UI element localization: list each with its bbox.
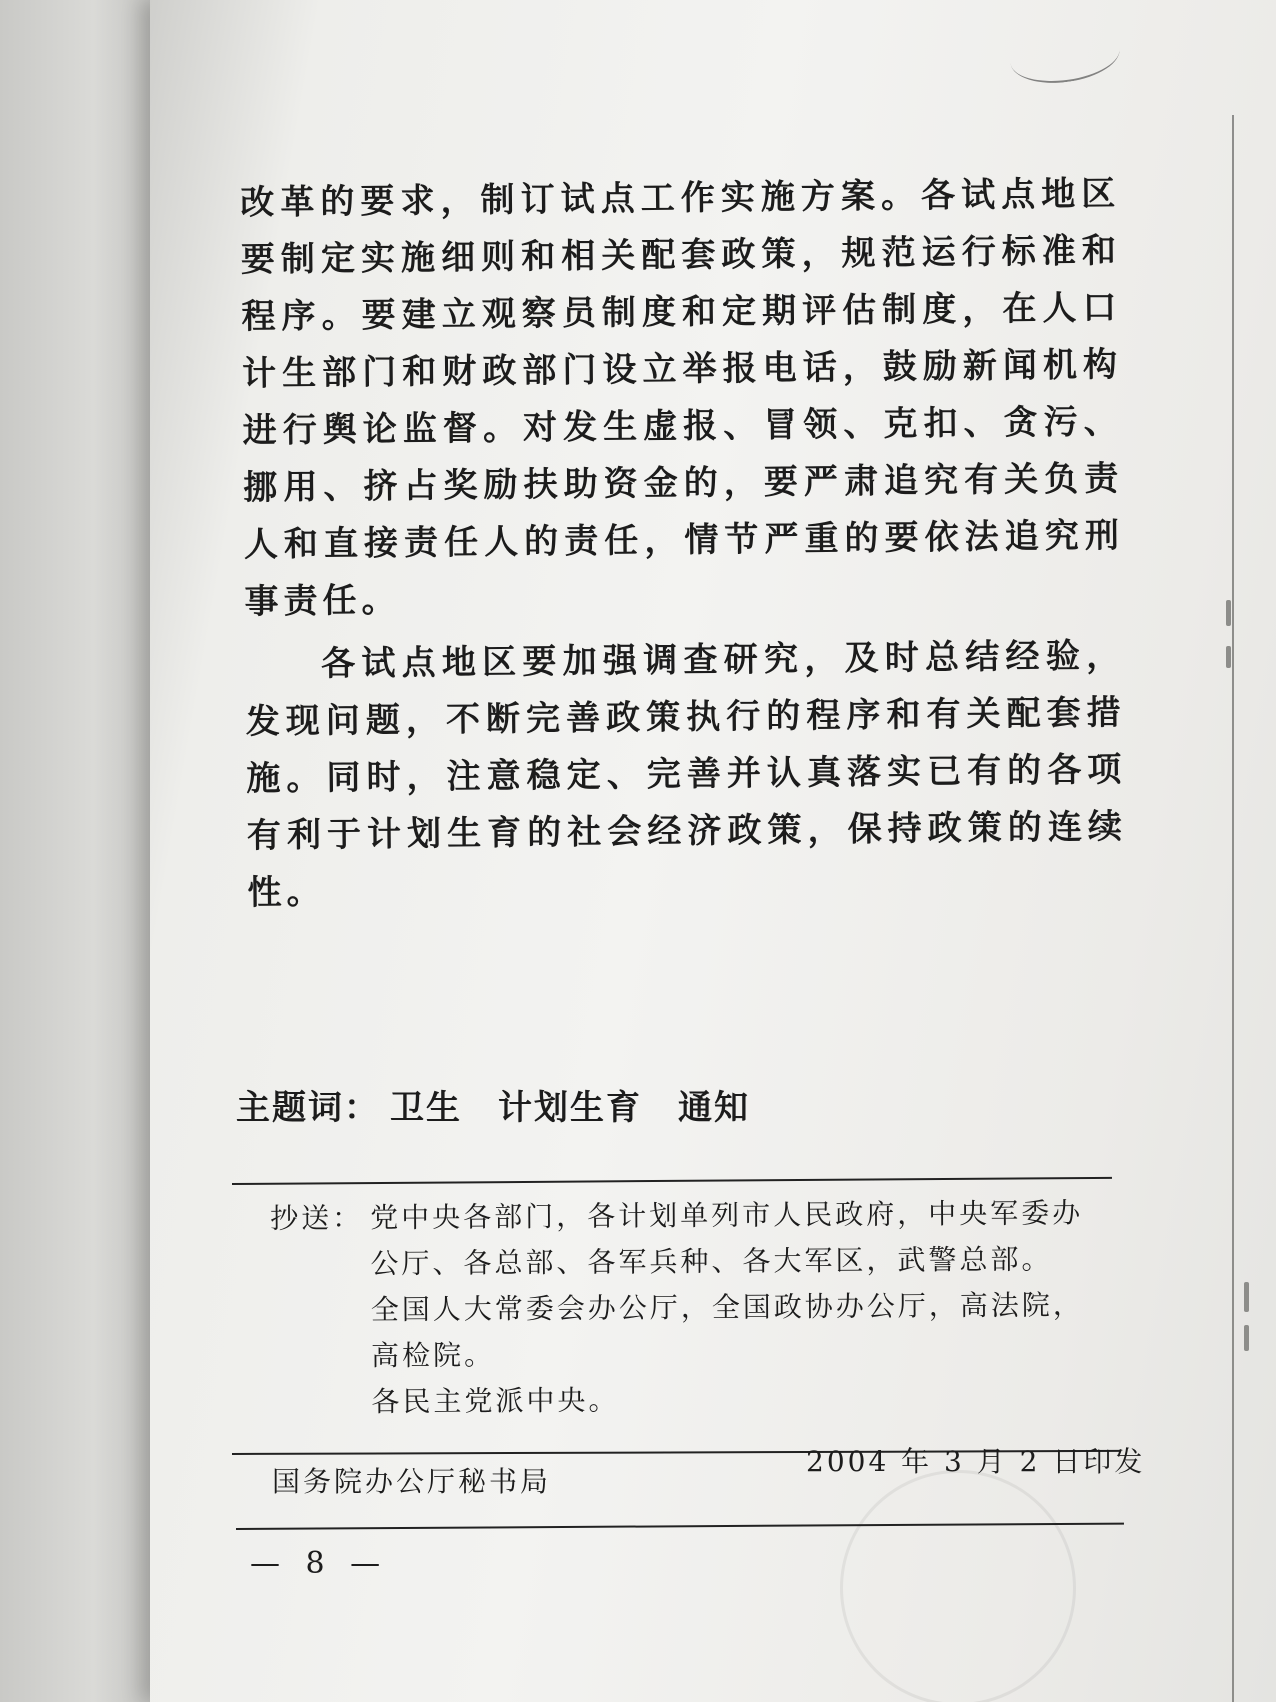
faint-seal-imprint xyxy=(840,1470,1076,1702)
cc-line: 公厅、各总部、各军兵种、各大军区，武警总部。 xyxy=(370,1242,1053,1281)
cc-line: 党中央各部门，各计划单列市人民政府，中央军委办 xyxy=(370,1196,1084,1235)
keyword-item: 通知 xyxy=(678,1088,750,1128)
keyword-item: 卫生 xyxy=(390,1088,462,1128)
binder-clip-mark xyxy=(1244,1325,1249,1351)
keyword-item: 计划生育 xyxy=(498,1088,642,1128)
keywords-label: 主题词： xyxy=(236,1088,380,1128)
body-paragraph-1: 改革的要求，制订试点工作实施方案。各试点地区要制定实施细则和相关配套政策，规范运行标准和程序。要建立观察员制度和定期评估制度，在人口计生部门和财政部门设立举报电话，鼓励新闻机构进行舆论监督。对发生虚报、冒领、克扣、贪污、挪用、挤占奖励扶助资金的，要严肃追究有关负责人和直接责任人的责任，情节严重的要依法追究刑事责任。 xyxy=(240,173,1125,622)
body-text xyxy=(240,166,1128,922)
body-paragraph-2: 各试点地区要加强调查研究，及时总结经验，发现问题，不断完善政策执行的程序和有关配套措施。同时，注意稳定、完善并认真落实已有的各项有利于计划生育的社会经济政策，保持政策的连续性。 xyxy=(245,635,1128,913)
binder-clip-mark xyxy=(1244,1282,1249,1312)
cc-block xyxy=(270,1190,1102,1426)
cc-line: 全国人大常委会办公厅，全国政协办公厅，高法院， xyxy=(370,1288,1084,1327)
page-number: — 8 — xyxy=(250,1546,389,1581)
issue-date: 2004 年 3 月 2 日印发 xyxy=(806,1445,1146,1478)
stacked-page-edge xyxy=(1232,115,1234,1702)
binder-clip-mark xyxy=(1226,646,1231,668)
cc-label: 抄送： xyxy=(270,1201,364,1235)
issuing-office: 国务院办公厅秘书局 xyxy=(272,1465,552,1498)
previous-page-edge xyxy=(0,0,170,1702)
binder-clip-mark xyxy=(1226,600,1231,626)
cc-line: 高检院。 xyxy=(371,1338,496,1373)
subject-keywords xyxy=(236,1080,786,1129)
cc-line: 各民主党派中央。 xyxy=(371,1383,620,1419)
cc-recipients xyxy=(370,1190,1102,1425)
